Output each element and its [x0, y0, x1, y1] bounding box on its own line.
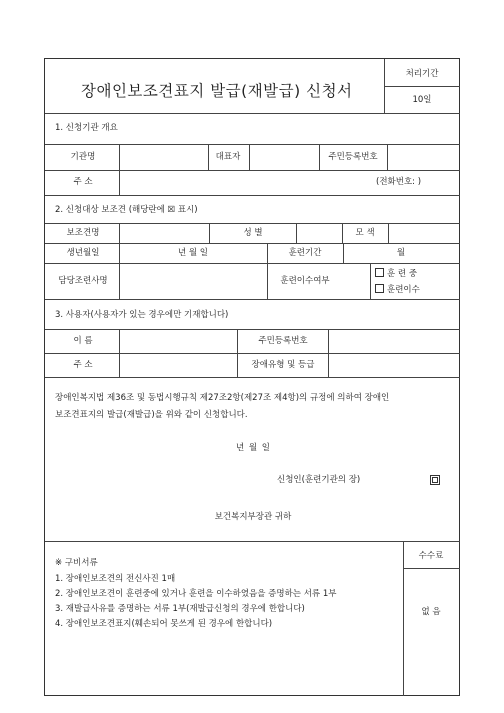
recipient: 보건복지부장관 귀하: [214, 512, 292, 522]
document-item: 4. 장애인보조견표지(훼손되어 못쓰게 된 경우에 한합니다): [55, 619, 273, 629]
divider: [249, 144, 250, 170]
divider: [387, 144, 388, 170]
coat-color-field[interactable]: [390, 225, 458, 240]
user-name-field[interactable]: [121, 331, 235, 351]
application-form: [44, 58, 460, 696]
fee-value: 없 음: [421, 607, 441, 617]
document-item: 3. 재발급사유를 증명하는 서류 1부(재발급신청의 경우에 한합니다): [55, 604, 305, 614]
user-registration-number-label: 주민등록번호: [258, 336, 308, 346]
divider: [296, 223, 297, 243]
divider: [209, 223, 210, 243]
divider: [384, 86, 460, 87]
applicant-signature-label: 신청인(훈련기관의 장): [277, 475, 361, 485]
option-completed[interactable]: [375, 284, 420, 295]
seal-icon: [430, 475, 440, 485]
divider: [45, 113, 460, 114]
divider: [370, 263, 371, 299]
divider: [403, 541, 404, 696]
divider: [45, 541, 460, 542]
birth-date-label: 생년월일: [66, 248, 100, 258]
divider: [343, 243, 344, 263]
statement-line1: 장애인복지법 제36조 및 동법시행규칙 제27조2항(제27조 제4항)의 규정에 의하여 장애인: [55, 393, 390, 403]
form-title: 장애인보조견표지 발급(재발급) 신청서: [81, 82, 353, 100]
agency-name-label: 기관명: [70, 152, 96, 162]
dog-name-label: 보조견명: [66, 228, 100, 238]
divider: [119, 223, 120, 299]
section2-heading: 2. 신청대상 보조견 (해당란에 ☒ 표시): [55, 205, 198, 215]
trainer-name-label: 담당조련사명: [58, 276, 108, 286]
dog-name-field[interactable]: [121, 225, 207, 240]
option-in-training[interactable]: [375, 268, 417, 279]
training-period-field[interactable]: 월: [396, 248, 406, 258]
divider: [45, 329, 460, 330]
coat-color-label: 모 색: [355, 228, 375, 238]
user-address-label: 주 소: [73, 360, 93, 370]
disability-type-field[interactable]: [330, 355, 458, 375]
divider: [45, 144, 460, 145]
statement-line2: 보조견표지의 발급(재발급)을 위와 같이 신청합니다.: [55, 410, 248, 420]
sex-field[interactable]: [298, 225, 340, 240]
document-item: 1. 장애인보조견의 전신사진 1매: [55, 574, 176, 584]
agency-name-field[interactable]: [121, 146, 206, 167]
registration-number-field[interactable]: [389, 146, 458, 167]
option-in-training-label: 훈 련 중: [387, 269, 418, 279]
documents-heading: ※ 구비서류: [55, 558, 98, 568]
divider: [45, 223, 460, 224]
divider: [403, 568, 460, 569]
document-item: 2. 장애인보조견이 훈련중에 있거나 훈련을 이수하였음을 증명하는 서류 1부: [55, 589, 337, 599]
divider: [45, 377, 460, 378]
phone-label: (전화번호: ): [376, 177, 422, 187]
trainer-name-field[interactable]: [121, 265, 265, 297]
divider: [319, 144, 320, 170]
user-name-label: 이 름: [73, 336, 93, 346]
divider: [208, 144, 209, 170]
divider: [267, 243, 268, 299]
divider: [45, 195, 460, 196]
divider: [45, 263, 460, 264]
address-label: 주 소: [73, 177, 93, 187]
divider: [45, 170, 460, 171]
divider: [342, 223, 343, 243]
section3-heading: 3. 사용자(사용자가 있는 경우에만 기재합니다): [55, 310, 229, 320]
registration-number-label: 주민등록번호: [328, 152, 378, 162]
address-field[interactable]: [121, 172, 371, 193]
sex-label: 성 별: [243, 228, 263, 238]
checkbox-in-training[interactable]: [375, 268, 384, 277]
birth-date-field[interactable]: 년 월 일: [177, 248, 209, 258]
section1-heading: 1. 신청기관 개요: [55, 123, 118, 133]
divider: [45, 353, 460, 354]
user-registration-number-field[interactable]: [330, 331, 458, 351]
divider: [45, 243, 460, 244]
disability-type-label: 장애유형 및 등급: [251, 360, 315, 370]
representative-label: 대표자: [215, 152, 241, 162]
checkbox-completed[interactable]: [375, 284, 384, 293]
application-date[interactable]: 년 월 일: [235, 443, 271, 453]
representative-field[interactable]: [251, 146, 317, 167]
fee-label: 수수료: [418, 551, 444, 561]
user-address-field[interactable]: [121, 355, 235, 375]
processing-period-label: 처리기간: [405, 69, 439, 79]
processing-period-value: 10일: [412, 95, 432, 105]
divider: [45, 299, 460, 300]
training-period-label: 훈련기간: [288, 248, 322, 258]
option-completed-label: 훈련이수: [387, 285, 420, 295]
completion-status-label: 훈련이수여부: [280, 276, 330, 286]
divider: [388, 223, 389, 243]
